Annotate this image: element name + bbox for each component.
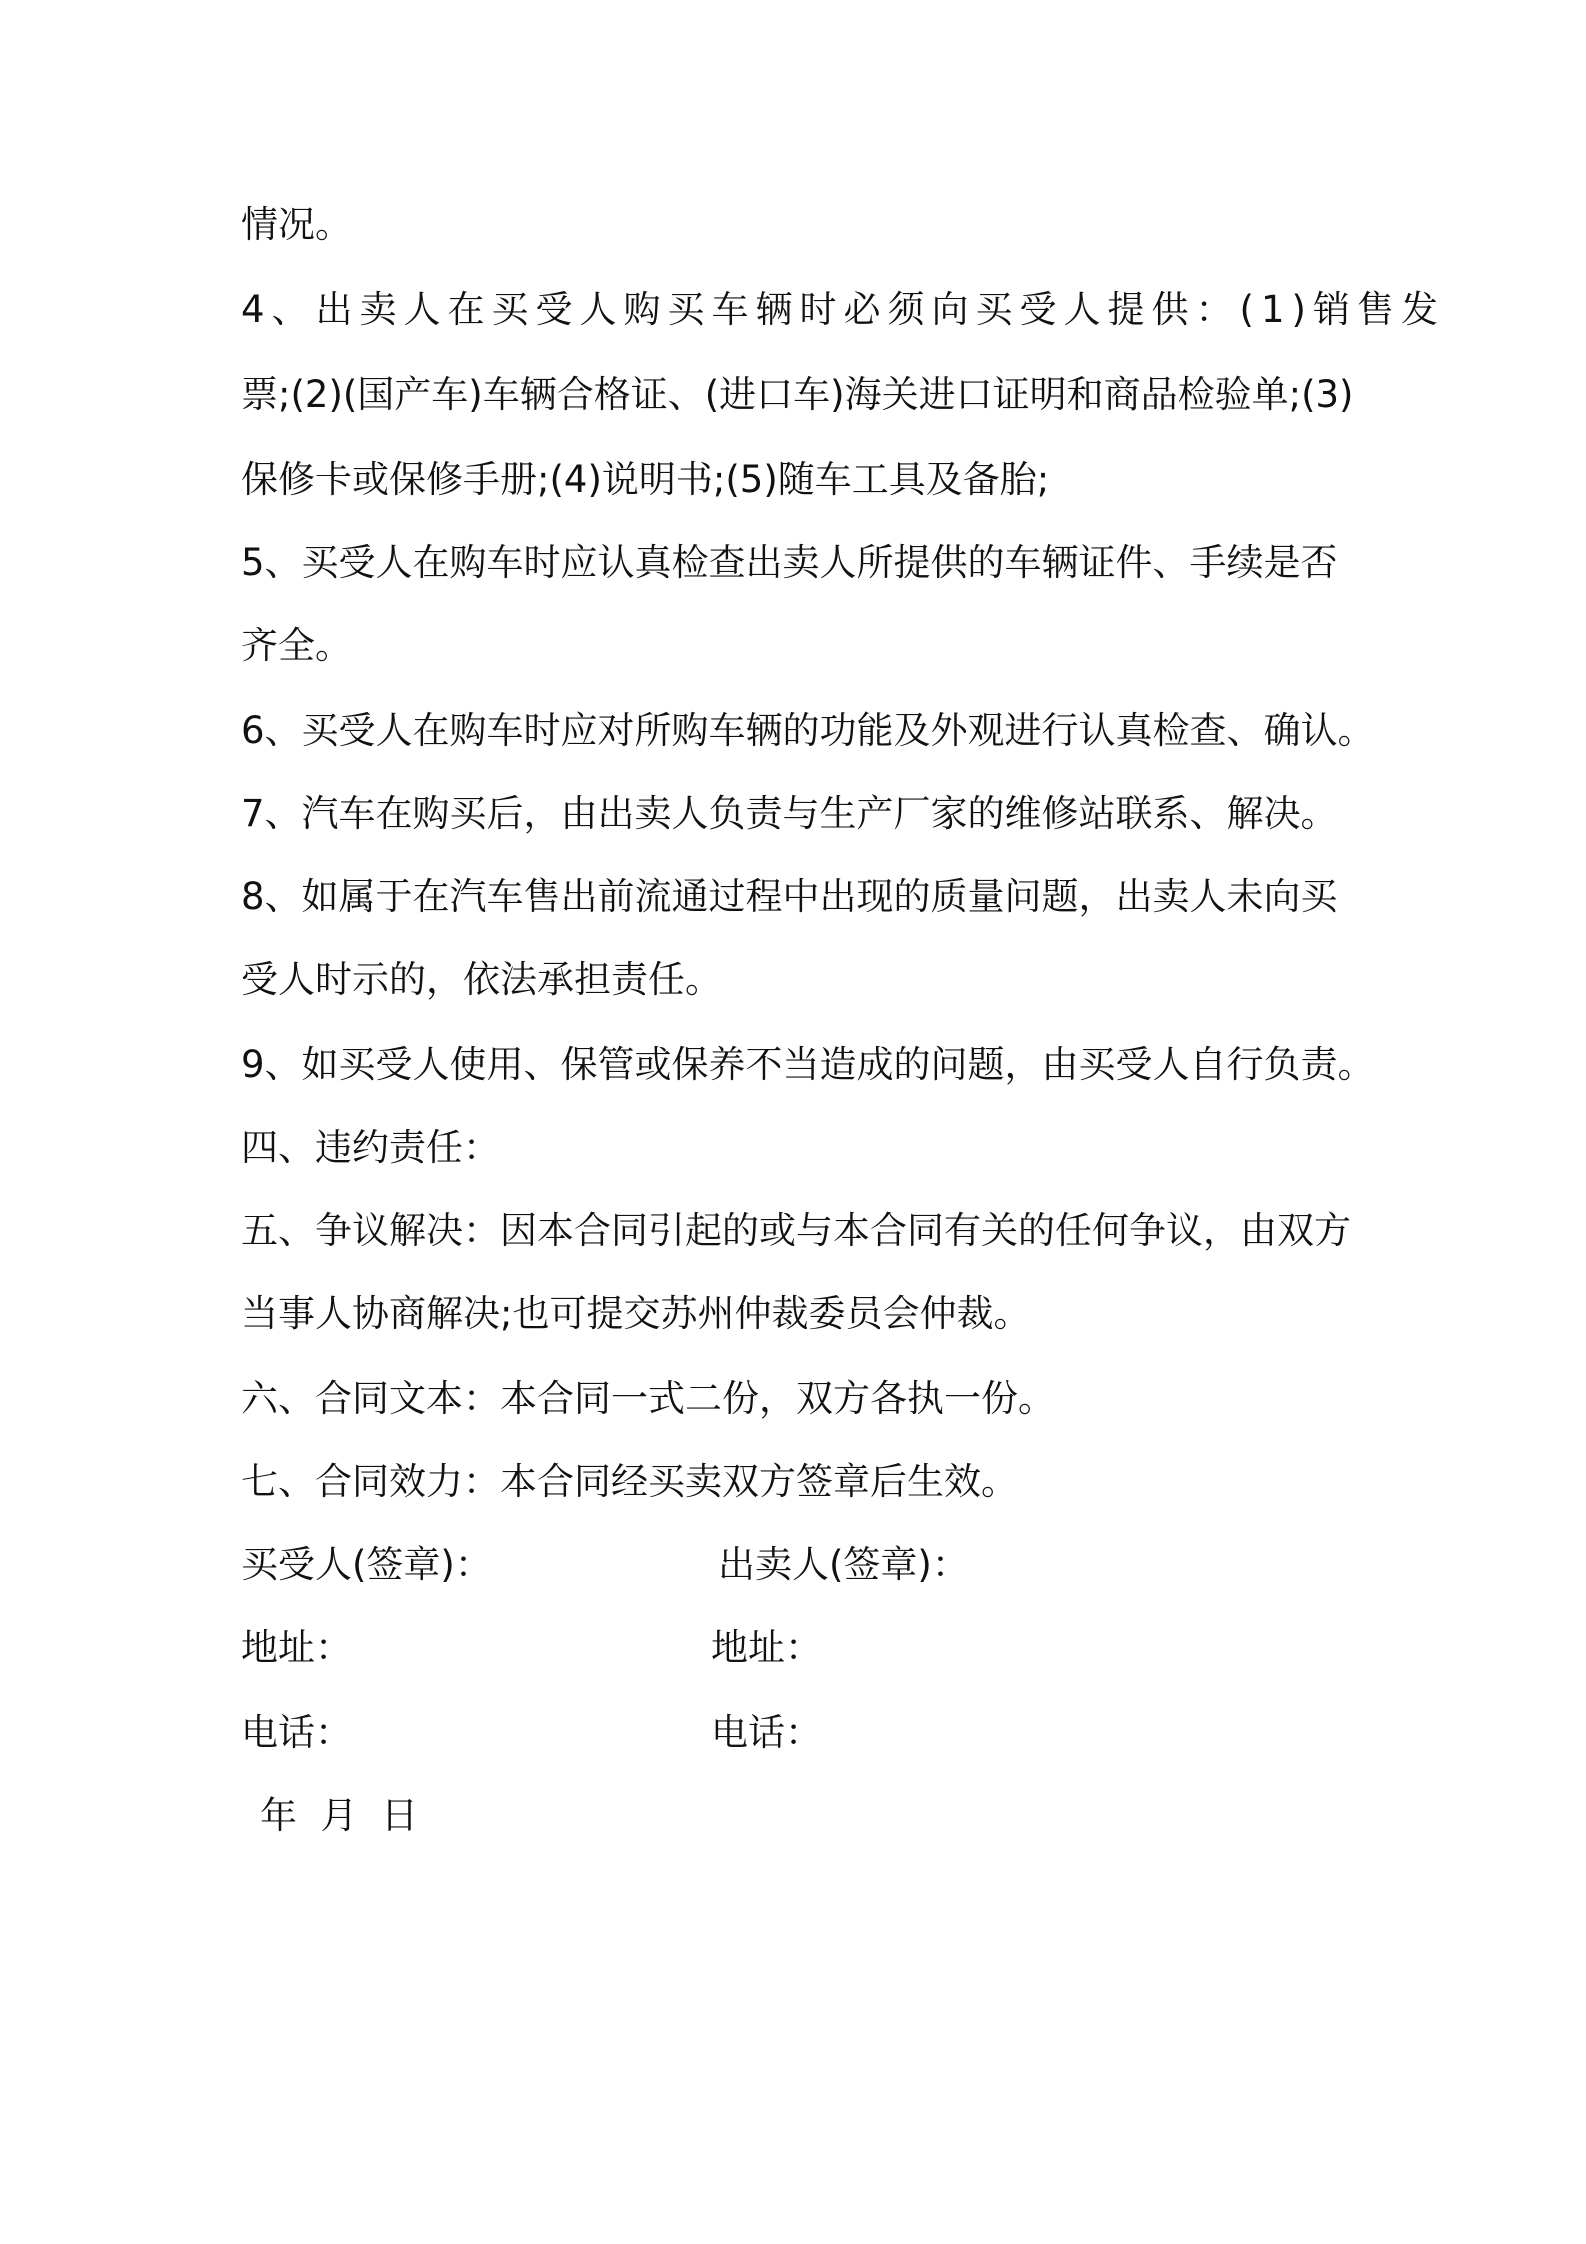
clause-7: 7、汽车在购买后，由出卖人负责与生产厂家的维修站联系、解决。 <box>241 792 1338 835</box>
section-dispute-line-1: 五、争议解决：因本合同引起的或与本合同有关的任何争议，由双方 <box>241 1209 1351 1252</box>
clause-4-line-2: 票;(2)(国产车)车辆合格证、(进口车)海关进口证明和商品检验单;(3) <box>241 373 1354 416</box>
clause-4-line-1: 4、出卖人在买受人购买车辆时必须向买受人提供：(1)销售发 <box>241 288 1445 331</box>
clause-4-line-3: 保修卡或保修手册;(4)说明书;(5)随车工具及备胎; <box>241 458 1050 501</box>
clause-9: 9、如买受人使用、保管或保养不当造成的问题，由买受人自行负责。 <box>241 1043 1375 1086</box>
section-dispute-line-2: 当事人协商解决;也可提交苏州仲裁委员会仲裁。 <box>241 1292 1031 1335</box>
seller-phone-label: 电话： <box>711 1711 822 1754</box>
clause-5-line-2: 齐全。 <box>241 624 352 667</box>
buyer-address-label: 地址： <box>241 1626 352 1669</box>
seller-seal-label: 出卖人(签章)： <box>718 1543 969 1586</box>
section-contract-copies: 六、合同文本：本合同一式二份，双方各执一份。 <box>241 1377 1055 1420</box>
section-breach-liability: 四、违约责任： <box>241 1126 500 1169</box>
section-contract-effect: 七、合同效力：本合同经买卖双方签章后生效。 <box>241 1460 1018 1503</box>
clause-6: 6、买受人在购车时应对所购车辆的功能及外观进行认真检查、确认。 <box>241 709 1375 752</box>
buyer-seal-label: 买受人(签章)： <box>241 1543 492 1586</box>
clause-5-line-1: 5、买受人在购车时应认真检查出卖人所提供的车辆证件、手续是否 <box>241 541 1338 584</box>
date-line: 年 月 日 <box>260 1794 419 1837</box>
buyer-phone-label: 电话： <box>241 1711 352 1754</box>
text-line: 情况。 <box>241 203 352 246</box>
clause-8-line-2: 受人时示的，依法承担责任。 <box>241 958 722 1001</box>
seller-address-label: 地址： <box>711 1626 822 1669</box>
clause-8-line-1: 8、如属于在汽车售出前流通过程中出现的质量问题，出卖人未向买 <box>241 875 1338 918</box>
